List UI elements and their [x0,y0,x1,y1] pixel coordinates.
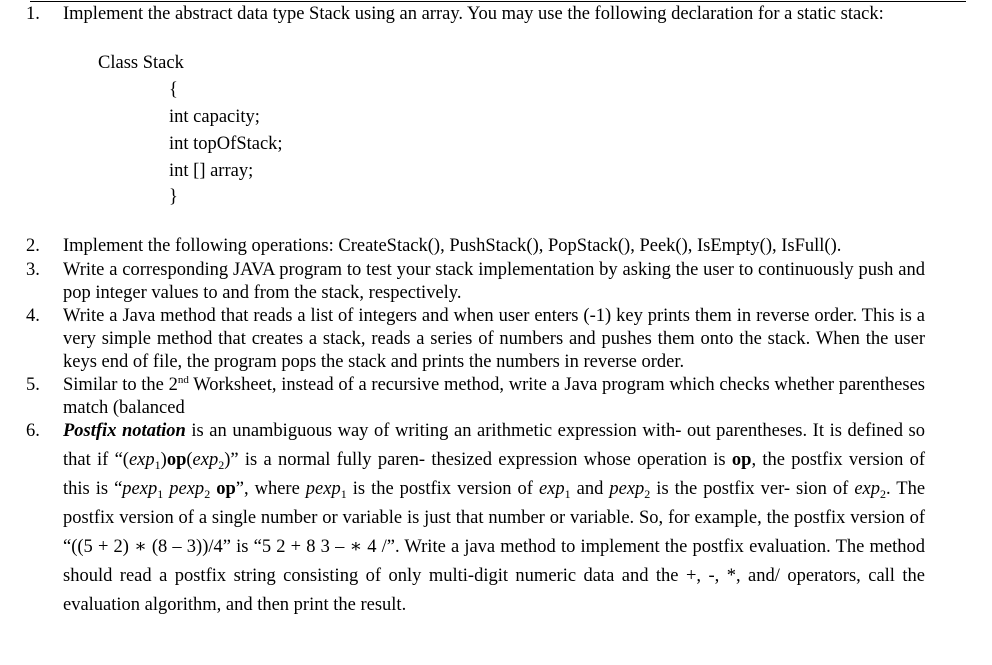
item-number: 2. [26,236,40,256]
code-field: int [] array; [169,161,254,181]
item-text: Implement the following operations: CreateStack(), PushStack(), PopStack(), Peek(), IsEmpty(), IsFull(). [63,236,842,256]
item-number: 4. [26,306,40,326]
code-field: int capacity; [169,107,260,127]
item-text: Write a Java method that reads a list of integers and when user enters (-1) key prints them in reverse order. This is a very simple method that creates a stack, reads a series of numbers and pushes them onto the stack. When the user keys end of file, the program pops the stack and prints the numbers in reverse order. [63,306,925,372]
item-number: 3. [26,260,40,280]
code-field: int topOfStack; [169,134,283,154]
text-run: Worksheet, instead of a recursive method, write a Java program which checks whether parentheses match (balanced [63,375,925,418]
top-rule [30,1,966,2]
item-number: 6. [26,421,40,441]
close-brace: } [169,187,178,207]
term-postfix-notation: Postfix notation [63,421,186,441]
item-text: Implement the abstract data type Stack using an array. You may use the following declaration for a static stack: [63,4,884,24]
item-text: Postfix notation is an unambiguous way of writing an arithmetic expression with- out parentheses. It is defined so that if “$(\exp_1)op(\exp_2)$” is a normal fully paren- thesized expression whose operation is op, the postfix version of this is “pexp$_1$ pexp$_2$ op”, where pexp$_1$ is the postfix version of $\exp_1$ and pexp$_2$ is the postfix ver- sion of $\exp_2$. The postfix version of a single number or variable is just that number or variable. So, for example, the postfix version of “((5 + 2) ∗ (8 – 3))/4” is “5 2 + 8 3 – ∗ 4 /”. Write a java method to implement the postfix evaluation. The method should read a postfix string consisting of only multi-digit numeric data and the +, -, *, and/ operators, call the evaluation algorithm, and then print the result. [63,421,926,615]
item-text: Write a corresponding JAVA program to test your stack implementation by asking the user to continuously push and pop integer values to and from the stack, respectively. [63,260,925,303]
open-brace: { [169,80,178,100]
superscript: nd [177,374,189,386]
item-text [63,374,925,420]
item-number: 5. [26,375,40,395]
class-declaration-line: Class Stack [98,53,184,73]
item-number: 1. [26,4,40,24]
text-run: Similar to the 2 [63,375,178,395]
